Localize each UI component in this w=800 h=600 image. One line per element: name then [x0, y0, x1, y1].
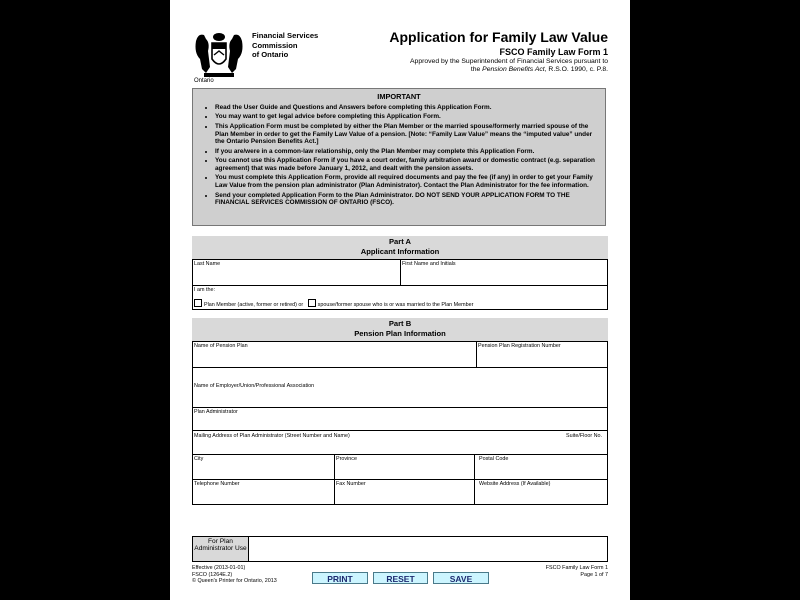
part-b-grid [192, 341, 608, 505]
important-list [215, 104, 599, 207]
form-number: FSCO Family Law Form 1 [499, 47, 608, 57]
part-a-header: Part A Applicant Information [192, 236, 608, 259]
plan-member-checkbox[interactable] [194, 299, 202, 307]
approval-text-line2: the Pension Benefits Act, R.S.O. 1990, c. P.8. [470, 66, 608, 74]
website-field[interactable]: Website Address (If Available) [479, 481, 551, 487]
important-item: • You cannot use this Application Form if you have a court order, family arbitration award or domestic contract (e.g. separation agreement) that was made before January 1, 2012, and dealt with the pension assets. [215, 157, 599, 173]
approval-text-line1: Approved by the Superintendent of Financial Services pursuant to [410, 58, 608, 65]
spouse-checkbox[interactable] [308, 299, 316, 307]
form-title: Application for Family Law Value [389, 29, 608, 45]
important-item: • Read the User Guide and Questions and Answers before completing this Application Form. [215, 104, 599, 112]
important-item: • You must complete this Application Form, provide all required documents and pay the fee (if any) in order to get your Family Law Value from the pension plan administrator (Plan Administrator). Contact the Plan Administrator for the fee information. [215, 174, 599, 190]
postal-code-field[interactable]: Postal Code [475, 455, 607, 480]
part-a-grid [192, 259, 608, 310]
admin-use-label: For Plan Administrator Use [193, 537, 249, 561]
plan-administrator-field[interactable]: Plan Administrator [193, 408, 607, 431]
important-item: • This Application Form must be completed by either the Plan Member or the married spouse/formerly married spouse of the Plan Member in order to get the Family Law Value of a pension. [Note: “Family Law Value” means the “imputed value” under the Ontario Pension Benefits Act.] [215, 123, 599, 146]
organization-name: Financial Services Commission of Ontario [252, 31, 319, 60]
fax-field[interactable]: Fax Number [335, 480, 475, 504]
first-name-field[interactable]: First Name and Initials [401, 260, 607, 286]
important-item: • You may want to get legal advice before completing this Application Form. [215, 113, 599, 121]
form-title-block [389, 29, 608, 74]
registration-number-field[interactable]: Pension Plan Registration Number [477, 342, 607, 368]
plan-name-field[interactable]: Name of Pension Plan [193, 342, 477, 368]
province-field[interactable]: Province [335, 455, 475, 480]
footer-right: FSCO Family Law Form 1 Page 1 of 7 [545, 565, 608, 578]
part-b-header: Part B Pension Plan Information [192, 318, 608, 341]
print-button[interactable]: PRINT [312, 572, 368, 584]
footer-left: Effective (2013-01-01) FSCO (1264E.2) © Queen's Printer for Ontario, 2013 [192, 565, 277, 585]
save-button[interactable]: SAVE [433, 572, 489, 584]
admin-use-field[interactable] [250, 537, 607, 561]
employer-field[interactable]: Name of Employer/Union/Professional Association [193, 368, 607, 408]
applicant-role-row: I am the: Plan Member (active, former or retired) or spouse/former spouse who is or was married to the Plan Member [194, 287, 474, 308]
admin-use-box [192, 536, 608, 562]
reset-button[interactable]: RESET [373, 572, 428, 584]
important-item: • If you are/were in a common-law relationship, only the Plan Member may complete this Application Form. [215, 148, 599, 156]
suite-label: Suite/Floor No. [566, 433, 602, 439]
important-heading: IMPORTANT [377, 92, 421, 101]
city-field[interactable]: City [193, 455, 335, 480]
telephone-field[interactable]: Telephone Number [193, 480, 335, 504]
last-name-field[interactable]: Last Name [193, 260, 401, 286]
important-notice-box [192, 88, 606, 226]
mailing-address-field[interactable]: Mailing Address of Plan Administrator (Street Number and Name) Suite/Floor No. [193, 431, 607, 455]
form-page [170, 0, 630, 600]
ontario-logo-caption: Ontario [194, 78, 214, 84]
important-item: • Send your completed Application Form to the Plan Administrator. DO NOT SEND YOUR APPLICATION FORM TO THE FINANCIAL SERVICES COMMISSION OF ONTARIO (FSCO). [215, 192, 599, 208]
ontario-coat-of-arms-logo [192, 29, 246, 83]
